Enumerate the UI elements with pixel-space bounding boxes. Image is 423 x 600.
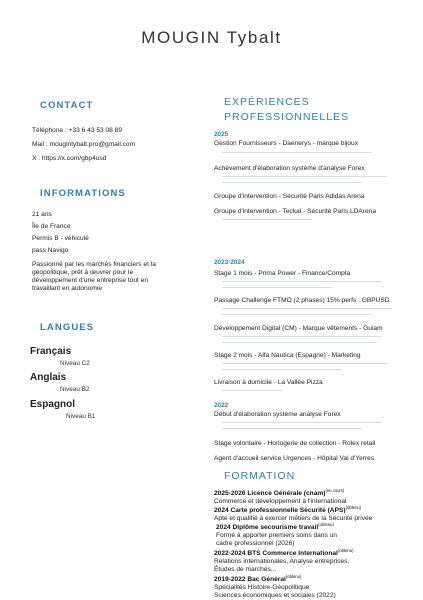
experiences-heading-line1: EXPÉRIENCES bbox=[224, 96, 310, 108]
experience-item: Achèvement d'élaboration système d'analyse Forex bbox=[214, 165, 365, 172]
info-region: Île de France bbox=[32, 223, 71, 230]
faint-description bbox=[222, 369, 342, 370]
experience-item: Gestion Fournisseurs - Daenerys - marque bijoux bbox=[214, 140, 359, 147]
formation-item bbox=[214, 547, 353, 574]
experience-item: Groupe d'intervention - Teckal - Sécurité Paris LDArena bbox=[214, 208, 377, 215]
formation-desc: Relations internationales, Analyse entreprises, bbox=[214, 558, 350, 566]
faint-description bbox=[222, 219, 312, 220]
page-title: MOUGIN Tybalt bbox=[141, 28, 282, 47]
formation-status: (obtenu) bbox=[285, 574, 302, 579]
formation-title: 2024 Carte professionnelle Sécurité (APS) bbox=[214, 507, 346, 515]
formation-title: 2019-2022 Bac Général bbox=[214, 576, 286, 584]
formation-desc: Spécialités Histoire-Géopolitique bbox=[214, 584, 310, 592]
formation-desc: Études de marchés... bbox=[214, 566, 277, 574]
year-2025: 2025 bbox=[214, 131, 229, 138]
experiences-heading-line2: PROFESSIONNELLES bbox=[224, 111, 350, 123]
formation-status: (en cours) bbox=[325, 488, 345, 493]
info-summary-line: travaillant en autonomie bbox=[32, 285, 103, 292]
info-pass: pass Navigo bbox=[32, 247, 69, 254]
faint-description bbox=[222, 390, 282, 391]
info-summary bbox=[32, 261, 156, 293]
formation-desc: Sciences économiques et sociales (2022) bbox=[214, 592, 336, 600]
faint-description bbox=[222, 422, 382, 423]
experience-item: Début d'élaboration système analyse Forex bbox=[214, 411, 341, 418]
language-french: Français bbox=[30, 346, 72, 357]
experience-item: Groupe d'intervention - Sécurité Paris Adidas Arena bbox=[214, 193, 365, 200]
contact-email: Mail : mougintybalt.pro@gmail.com bbox=[32, 141, 136, 148]
faint-description bbox=[222, 287, 332, 288]
faint-description bbox=[222, 281, 382, 282]
formation-status: (obtenu) bbox=[345, 505, 362, 510]
experience-item: Développement Digital (CM) - Marque vêtements - Guiam bbox=[214, 325, 383, 332]
formation-item bbox=[214, 573, 336, 600]
experience-item: Passage Challenge FTMO (2 phases) 15% perfs : GBPUSD bbox=[214, 297, 390, 304]
language-french-level: Niveau C2 bbox=[60, 360, 90, 367]
formation-desc: Commerce et développement à l'international bbox=[214, 498, 347, 506]
year-2022: 2022 bbox=[214, 402, 229, 409]
info-age: 21 ans bbox=[32, 211, 52, 218]
formation-item bbox=[216, 521, 337, 548]
formation-heading: FORMATION bbox=[224, 470, 296, 482]
formation-title: 2022-2024 BTS Commerce International bbox=[214, 550, 338, 558]
language-spanish: Espagnol bbox=[30, 399, 76, 410]
language-spanish-level: Niveau B1 bbox=[66, 413, 96, 420]
formation-title: 2024 Diplôme secourisme travail bbox=[216, 524, 319, 532]
faint-description bbox=[222, 336, 382, 337]
experience-item: Livraison à domicile - La Vallée Pizza bbox=[214, 379, 323, 386]
faint-description bbox=[222, 428, 362, 429]
formation-status: (obtenu) bbox=[337, 548, 354, 553]
faint-description bbox=[222, 152, 372, 153]
language-english: Anglais bbox=[30, 372, 67, 383]
formation-desc: Apte et qualifié à exercer métiers de la Sécurité privée bbox=[214, 515, 373, 523]
formation-status: (obtenu) bbox=[318, 522, 334, 527]
langues-heading: LANGUES bbox=[40, 322, 95, 333]
experience-item: Stage 1 mois - Prima Power - Finance/Compta bbox=[214, 270, 351, 277]
language-english-level: Niveau B2 bbox=[60, 386, 90, 393]
formation-desc: cadre professionnel (2026) bbox=[216, 540, 295, 548]
formation-title: 2025-2026 Licence Générale (cnam) bbox=[214, 490, 326, 498]
info-summary-line: Passionné par les marchés financiers et la bbox=[32, 261, 156, 268]
informations-heading: INFORMATIONS bbox=[40, 188, 126, 199]
contact-x: X : https://x.com/gbp4usd bbox=[32, 155, 107, 162]
faint-description bbox=[222, 182, 362, 183]
experience-item: Stage volontaire - Horlogerie de collection - Rolex retail bbox=[214, 440, 376, 447]
info-summary-line: géopolitique, prêt à œuvrer pour le bbox=[32, 269, 134, 276]
experience-item: Agent d'accueil service Urgences - Hôpital Val d'Yerres bbox=[214, 455, 375, 462]
faint-description bbox=[222, 176, 387, 177]
info-summary-line: développement d'une entreprise tout en bbox=[32, 277, 148, 284]
faint-description bbox=[222, 363, 387, 364]
formation-desc: Formé à apporter premiers soins dans un bbox=[216, 532, 337, 540]
contact-phone: Téléphone : +33 6 43 53 08 89 bbox=[32, 127, 123, 134]
experience-item: Stage 2 mois - Alfa Nautica (Espagne) - Marketing bbox=[214, 352, 361, 359]
faint-description bbox=[222, 314, 372, 315]
info-license: Permis B - véhiculé bbox=[32, 235, 89, 242]
faint-description bbox=[222, 342, 377, 343]
year-2023-2024: 2023-2024 bbox=[214, 259, 245, 266]
contact-heading: CONTACT bbox=[40, 100, 94, 111]
faint-description bbox=[222, 308, 392, 309]
